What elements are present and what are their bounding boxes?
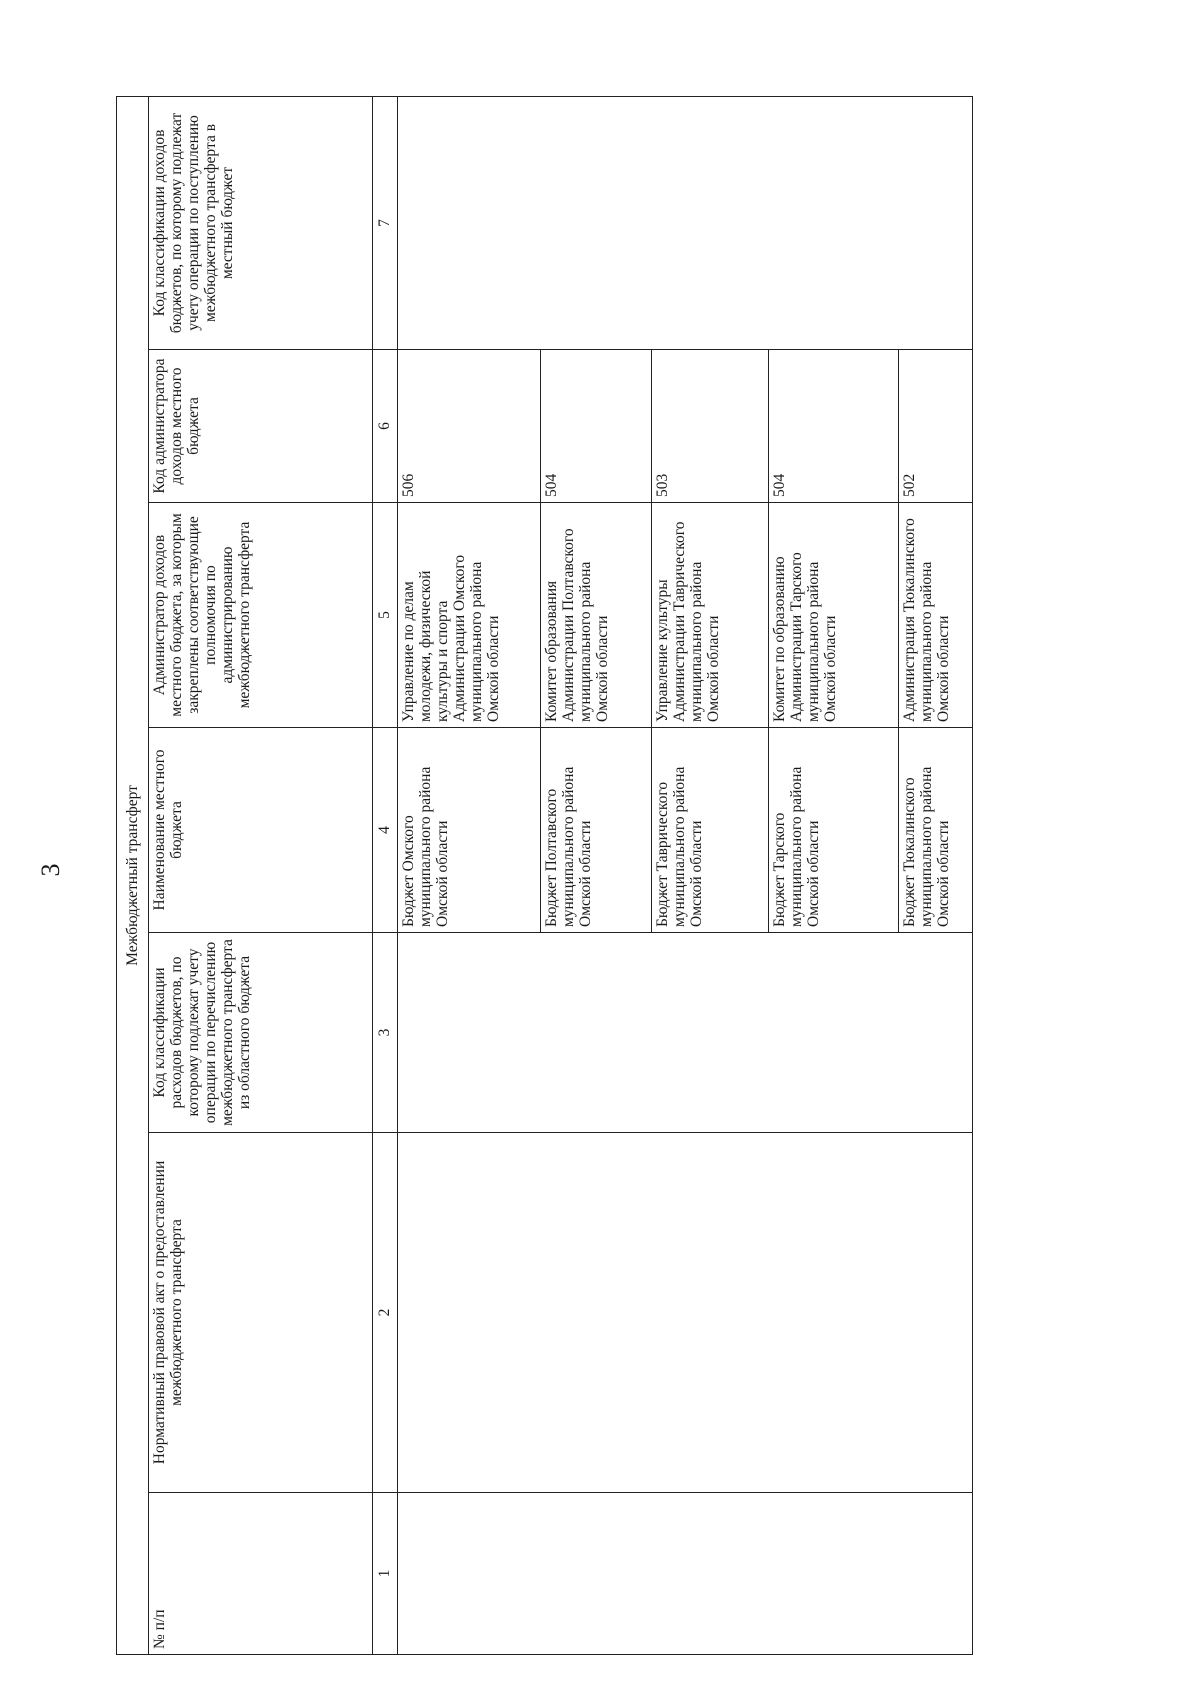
group-title: Межбюджетный трансферт <box>117 96 149 1654</box>
header-income-code: Код классификации доходов бюджетов, по которому подлежат учету операции по поступлению межбюджетного трансферта в местный бюджет <box>148 96 372 349</box>
administrator-code: 503 <box>651 350 768 503</box>
table-row <box>397 96 540 1654</box>
column-number-row <box>372 96 397 1654</box>
administrator-code: 504 <box>768 350 898 503</box>
column-number: 6 <box>372 350 397 503</box>
rotated-table-container <box>116 97 973 1655</box>
column-number: 5 <box>372 503 397 728</box>
column-number: 2 <box>372 1133 397 1493</box>
expense-code-cell <box>397 933 972 1133</box>
group-header-row <box>117 96 149 1654</box>
income-administrator: Комитет по образованию Администрации Тарского муниципального района Омской области <box>768 503 898 728</box>
income-administrator: Комитет образования Администрации Полтавского муниципального района Омской области <box>541 503 651 728</box>
income-administrator: Управление культуры Администрации Таврического муниципального района Омской области <box>651 503 768 728</box>
header-expense-code: Код классификации расходов бюджетов, по которому подлежат учету операции по перечислению межбюджетного трансферта из областного бюджета <box>148 933 372 1133</box>
header-number: № п/п <box>148 1493 372 1655</box>
page-number: 3 <box>36 863 65 877</box>
budget-name: Бюджет Омского муниципального района Омской области <box>397 728 540 933</box>
header-income-administrator: Администратор доходов местного бюджета, за которым закреплены соответствующие полномочия по администрированию межбюджетного трансферта <box>148 503 372 728</box>
budget-name: Бюджет Таврического муниципального района Омской области <box>651 728 768 933</box>
income-code-cell <box>397 96 972 349</box>
legal-act-cell <box>397 1133 972 1493</box>
administrator-code: 502 <box>898 350 972 503</box>
header-legal-act: Нормативный правовой акт о предоставлении межбюджетного трансферта <box>148 1133 372 1493</box>
column-number: 7 <box>372 96 397 349</box>
interbudget-transfer-table <box>116 96 973 1655</box>
column-number: 1 <box>372 1493 397 1655</box>
administrator-code: 504 <box>541 350 651 503</box>
income-administrator: Администрация Тюкалинского муниципального района Омской области <box>898 503 972 728</box>
budget-name: Бюджет Тюкалинского муниципального района Омской области <box>898 728 972 933</box>
column-number: 3 <box>372 933 397 1133</box>
administrator-code: 506 <box>397 350 540 503</box>
income-administrator: Управление по делам молодежи, физической культуры и спорта Администрации Омского муниципального района Омской области <box>397 503 540 728</box>
budget-name: Бюджет Тарского муниципального района Омской области <box>768 728 898 933</box>
header-budget-name: Наименование местного бюджета <box>148 728 372 933</box>
header-administrator-code: Код администратора доходов местного бюджета <box>148 350 372 503</box>
row-number-cell <box>397 1493 972 1655</box>
budget-name: Бюджет Полтавского муниципального района Омской области <box>541 728 651 933</box>
column-number: 4 <box>372 728 397 933</box>
column-header-row <box>148 96 372 1654</box>
